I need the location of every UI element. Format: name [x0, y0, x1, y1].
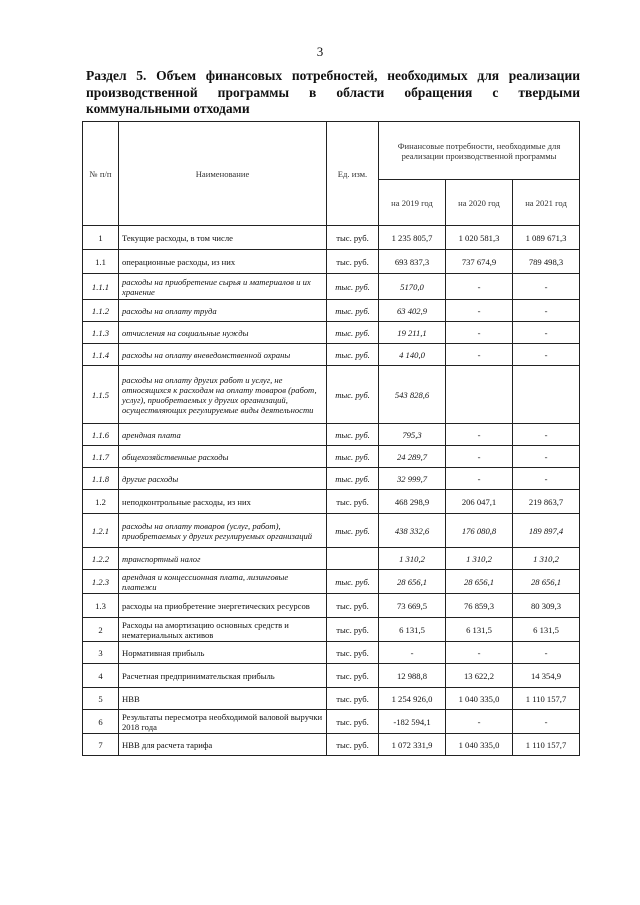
row-name: расходы на приобретение сырья и материалов и их хранение — [119, 274, 327, 300]
row-unit: тыс. руб. — [327, 664, 379, 688]
row-name: расходы на оплату труда — [119, 300, 327, 322]
row-value-2019: 543 828,6 — [379, 366, 446, 424]
row-number: 1.2.2 — [83, 548, 119, 570]
row-value-2021 — [513, 366, 580, 424]
row-value-2019: 63 402,9 — [379, 300, 446, 322]
table-body — [83, 226, 580, 756]
row-name: НВВ для расчета тарифа — [119, 734, 327, 756]
row-name: Текущие расходы, в том числе — [119, 226, 327, 250]
row-value-2020: 737 674,9 — [446, 250, 513, 274]
row-value-2019: 795,3 — [379, 424, 446, 446]
row-value-2020: 1 020 581,3 — [446, 226, 513, 250]
row-unit: тыс. руб. — [327, 642, 379, 664]
table-row — [83, 366, 580, 424]
row-value-2020: - — [446, 300, 513, 322]
row-value-2020: - — [446, 642, 513, 664]
table-row — [83, 688, 580, 710]
header-name: Наименование — [119, 122, 327, 226]
row-value-2021: 189 897,4 — [513, 514, 580, 548]
row-number: 1.1 — [83, 250, 119, 274]
row-value-2021: 1 089 671,3 — [513, 226, 580, 250]
row-value-2021: - — [513, 322, 580, 344]
table-row — [83, 618, 580, 642]
row-value-2019: 28 656,1 — [379, 570, 446, 594]
row-unit: тыс. руб. — [327, 274, 379, 300]
row-number: 1.1.7 — [83, 446, 119, 468]
row-unit: тыс. руб. — [327, 734, 379, 756]
table-row — [83, 594, 580, 618]
row-name: другие расходы — [119, 468, 327, 490]
row-value-2019: 6 131,5 — [379, 618, 446, 642]
row-value-2020 — [446, 366, 513, 424]
row-value-2019: 24 289,7 — [379, 446, 446, 468]
header-num: № п/п — [83, 122, 119, 226]
row-value-2019: 73 669,5 — [379, 594, 446, 618]
row-value-2020: 28 656,1 — [446, 570, 513, 594]
header-financial-needs: Финансовые потребности, необходимые для реализации производственной программы — [379, 122, 580, 180]
row-value-2019: 12 988,8 — [379, 664, 446, 688]
row-value-2020: - — [446, 446, 513, 468]
row-name: операционные расходы, из них — [119, 250, 327, 274]
row-unit — [327, 548, 379, 570]
row-unit: тыс. руб. — [327, 446, 379, 468]
title-line-1: Раздел 5. Объем финансовых потребностей, необходимых для — [86, 68, 500, 83]
header-year-2021: на 2021 год — [513, 180, 580, 226]
row-value-2019: 19 211,1 — [379, 322, 446, 344]
row-name: Результаты пересмотра необходимой валовой выручки 2018 года — [119, 710, 327, 734]
table-row — [83, 250, 580, 274]
row-value-2019: -182 594,1 — [379, 710, 446, 734]
row-number: 3 — [83, 642, 119, 664]
row-unit: тыс. руб. — [327, 226, 379, 250]
table-row — [83, 424, 580, 446]
row-unit: тыс. руб. — [327, 250, 379, 274]
row-value-2020: 1 040 335,0 — [446, 688, 513, 710]
row-value-2020: 1 310,2 — [446, 548, 513, 570]
row-value-2021: 80 309,3 — [513, 594, 580, 618]
row-value-2021: 14 354,9 — [513, 664, 580, 688]
table-row — [83, 734, 580, 756]
row-value-2019: 5170,0 — [379, 274, 446, 300]
table-row — [83, 300, 580, 322]
row-number: 6 — [83, 710, 119, 734]
financial-needs-table — [82, 121, 580, 756]
title-line-2: реализации производственной программы в области обращения с — [86, 68, 581, 100]
row-number: 1.1.1 — [83, 274, 119, 300]
row-value-2021: - — [513, 344, 580, 366]
row-value-2020: 206 047,1 — [446, 490, 513, 514]
row-unit: тыс. руб. — [327, 300, 379, 322]
row-value-2020: - — [446, 274, 513, 300]
row-number: 1.1.3 — [83, 322, 119, 344]
row-value-2019: 438 332,6 — [379, 514, 446, 548]
row-value-2021: 6 131,5 — [513, 618, 580, 642]
row-value-2021: - — [513, 710, 580, 734]
row-value-2019: 1 254 926,0 — [379, 688, 446, 710]
header-year-2020: на 2020 год — [446, 180, 513, 226]
row-value-2021: 28 656,1 — [513, 570, 580, 594]
row-number: 4 — [83, 664, 119, 688]
row-value-2019: 4 140,0 — [379, 344, 446, 366]
row-number: 2 — [83, 618, 119, 642]
row-number: 1.2 — [83, 490, 119, 514]
row-value-2020: - — [446, 322, 513, 344]
row-value-2021: - — [513, 642, 580, 664]
row-value-2020: 6 131,5 — [446, 618, 513, 642]
row-number: 1.2.1 — [83, 514, 119, 548]
table-row — [83, 226, 580, 250]
table-row — [83, 468, 580, 490]
row-name: НВВ — [119, 688, 327, 710]
row-number: 1.1.5 — [83, 366, 119, 424]
row-name: Расходы на амортизацию основных средств и нематериальных активов — [119, 618, 327, 642]
row-value-2020: - — [446, 424, 513, 446]
row-value-2021: 789 498,3 — [513, 250, 580, 274]
page-number: 3 — [316, 44, 324, 59]
row-value-2019: 1 310,2 — [379, 548, 446, 570]
row-unit: тыс. руб. — [327, 594, 379, 618]
row-value-2021: - — [513, 424, 580, 446]
row-value-2019: 468 298,9 — [379, 490, 446, 514]
row-unit: тыс. руб. — [327, 490, 379, 514]
row-number: 1.1.6 — [83, 424, 119, 446]
row-number: 1.1.4 — [83, 344, 119, 366]
row-unit: тыс. руб. — [327, 618, 379, 642]
row-number: 1.3 — [83, 594, 119, 618]
row-value-2021: 1 110 157,7 — [513, 688, 580, 710]
row-value-2019: 693 837,3 — [379, 250, 446, 274]
row-value-2021: - — [513, 274, 580, 300]
row-unit: тыс. руб. — [327, 514, 379, 548]
row-name: арендная и концессионная плата, лизинговые платежи — [119, 570, 327, 594]
row-value-2021: - — [513, 300, 580, 322]
row-name: расходы на оплату вневедомственной охраны — [119, 344, 327, 366]
table-row — [83, 710, 580, 734]
row-value-2019: - — [379, 642, 446, 664]
row-name: общехозяйственные расходы — [119, 446, 327, 468]
row-value-2021: - — [513, 468, 580, 490]
row-unit: тыс. руб. — [327, 688, 379, 710]
table-row — [83, 322, 580, 344]
row-name: расходы на приобретение энергетических ресурсов — [119, 594, 327, 618]
section-title — [86, 68, 580, 118]
row-name: расходы на оплату товаров (услуг, работ), приобретаемых у других регулируемых организаций — [119, 514, 327, 548]
row-name: неподконтрольные расходы, из них — [119, 490, 327, 514]
row-value-2021: 1 110 157,7 — [513, 734, 580, 756]
row-value-2019: 1 072 331,9 — [379, 734, 446, 756]
row-value-2021: 1 310,2 — [513, 548, 580, 570]
row-number: 1.1.2 — [83, 300, 119, 322]
row-name: Расчетная предпринимательская прибыль — [119, 664, 327, 688]
row-name: расходы на оплату других работ и услуг, не относящихся к расходам на оплату товаров (работ, услуг), приобретаемых у других организаций, осуществляющих регулируемые виды деятельности — [119, 366, 327, 424]
row-number: 1.2.3 — [83, 570, 119, 594]
row-name: Нормативная прибыль — [119, 642, 327, 664]
row-name: арендная плата — [119, 424, 327, 446]
row-value-2020: - — [446, 344, 513, 366]
row-value-2020: - — [446, 710, 513, 734]
row-unit: тыс. руб. — [327, 344, 379, 366]
table-row — [83, 490, 580, 514]
table-row — [83, 344, 580, 366]
row-unit: тыс. руб. — [327, 366, 379, 424]
row-unit: тыс. руб. — [327, 322, 379, 344]
table-row — [83, 514, 580, 548]
row-value-2021: - — [513, 446, 580, 468]
row-value-2019: 32 999,7 — [379, 468, 446, 490]
row-number: 5 — [83, 688, 119, 710]
row-name: транспортный налог — [119, 548, 327, 570]
row-number: 1 — [83, 226, 119, 250]
header-year-2019: на 2019 год — [379, 180, 446, 226]
row-value-2020: 76 859,3 — [446, 594, 513, 618]
row-unit: тыс. руб. — [327, 424, 379, 446]
row-value-2020: 13 622,2 — [446, 664, 513, 688]
row-unit: тыс. руб. — [327, 468, 379, 490]
table-row — [83, 548, 580, 570]
table-row — [83, 570, 580, 594]
table-row — [83, 642, 580, 664]
table-row — [83, 446, 580, 468]
row-unit: тыс. руб. — [327, 570, 379, 594]
row-value-2020: 1 040 335,0 — [446, 734, 513, 756]
row-number: 1.1.8 — [83, 468, 119, 490]
row-value-2021: 219 863,7 — [513, 490, 580, 514]
title-line-3: твердыми коммунальными отходами — [86, 84, 581, 116]
table-row — [83, 664, 580, 688]
row-name: отчисления на социальные нужды — [119, 322, 327, 344]
table-row — [83, 274, 580, 300]
row-value-2020: - — [446, 468, 513, 490]
header-unit: Ед. изм. — [327, 122, 379, 226]
row-value-2020: 176 080,8 — [446, 514, 513, 548]
row-number: 7 — [83, 734, 119, 756]
row-unit: тыс. руб. — [327, 710, 379, 734]
row-value-2019: 1 235 805,7 — [379, 226, 446, 250]
